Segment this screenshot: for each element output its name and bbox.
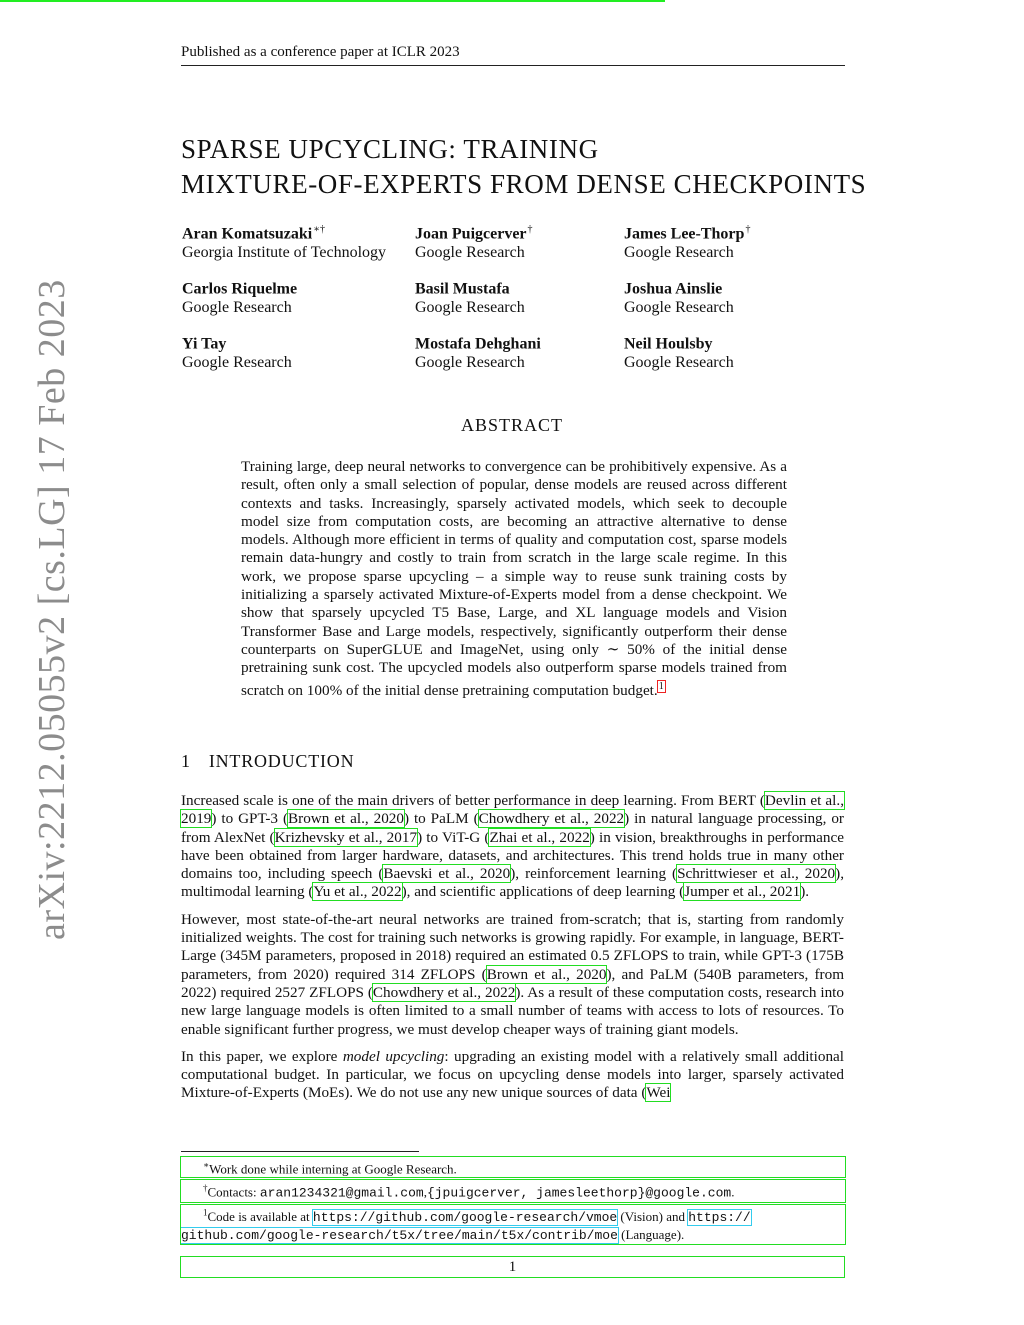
text-run: ) to ViT-G (	[417, 828, 490, 846]
citation-link[interactable]: Brown et al., 2020	[288, 810, 404, 828]
author-affiliation: Google Research	[624, 354, 734, 372]
footnote-text: (Language).	[617, 1226, 685, 1242]
text-run: ), multimodal learning (	[181, 865, 844, 901]
citation-link[interactable]: Schrittwieser et al., 2020	[677, 865, 836, 883]
author-affiliation: Google Research	[415, 354, 525, 372]
emphasis: model upcycling	[342, 1047, 445, 1065]
author-name: Neil Houlsby	[624, 335, 713, 353]
text-run: However, most state-of-the-art neural networks are trained from-scratch; that is, starting from randomly initialized weights. The cost for training such networks is growing rapidly. For example, in language, BERT-Large (345M parameters, proposed in 2018) required an estimated 0.5 ZFLOPS to train, while GPT-3 (175B parameters, from 2020) required 314 ZFLOPS (	[181, 910, 844, 983]
footnote-2	[180, 1179, 846, 1202]
citation-link[interactable]: Chowdhery et al., 2022	[372, 983, 516, 1001]
footnote-text: Work done while interning at Google Research.	[209, 1161, 457, 1177]
text-run: Increased scale is one of the main drivers of better performance in deep learning. From BERT (	[181, 792, 765, 809]
footnote-ref-1[interactable]: 1	[658, 680, 664, 692]
citation-link[interactable]: Baevski et al., 2020	[383, 865, 511, 883]
author-mark: †	[527, 224, 533, 235]
author-affiliation: Google Research	[624, 299, 734, 317]
url-link-vision[interactable]: https://github.com/google-research/vmoe	[312, 1209, 618, 1225]
author-3	[624, 220, 859, 262]
abstract-body	[241, 458, 787, 700]
page-number: 1	[180, 1256, 845, 1278]
author-affiliation: Google Research	[415, 299, 525, 317]
arxiv-sidebar-stamp: arXiv:2212.05055v2 [cs.LG] 17 Feb 2023	[31, 279, 73, 940]
citation-link[interactable]: Zhai et al., 2022	[489, 828, 590, 846]
author-name: James Lee-Thorp	[624, 225, 745, 243]
citation-link[interactable]: Yu et al., 2022	[313, 883, 402, 901]
text-run: ) to GPT-3 (	[211, 810, 288, 828]
footnote-text: .	[731, 1184, 735, 1200]
author-affiliation: Google Research	[182, 299, 292, 317]
running-header: Published as a conference paper at ICLR 2023	[181, 44, 845, 66]
section-number: 1	[181, 751, 191, 771]
footnote-text: Contacts:	[207, 1184, 260, 1200]
citation-link[interactable]: Jumper et al., 2021	[684, 883, 801, 901]
title-line-1: SPARSE UPCYCLING: TRAINING	[181, 134, 599, 164]
author-2	[415, 220, 650, 262]
top-highlight-line	[0, 0, 665, 2]
footnote-text: (Vision) and	[617, 1208, 689, 1224]
author-affiliation: Google Research	[624, 244, 734, 262]
author-7	[182, 330, 417, 372]
author-affiliation: Google Research	[415, 244, 525, 262]
footnote-mark: †	[203, 1183, 208, 1194]
email-link[interactable]: {jpuigcerver, jamesleethorp}@google.com	[426, 1185, 732, 1201]
author-8	[415, 330, 650, 372]
citation-link[interactable]: Brown et al., 2020	[486, 965, 607, 983]
citation-link[interactable]: Krizhevsky et al., 2017	[274, 828, 418, 846]
author-mark: †	[745, 224, 751, 235]
section-title: INTRODUCTION	[208, 751, 355, 771]
text-run: ), and PaLM (540B parameters, from 2022) required 2527 ZFLOPS (	[181, 965, 845, 1001]
citation-link[interactable]: Chowdhery et al., 2022	[478, 810, 625, 828]
citation-link[interactable]: Devlin et al., 2019	[181, 792, 844, 828]
text-run: : upgrading an existing model with a relatively small additional computational budget. In particular, we focus on upcycling dense models into larger, sparsely activated Mixture-of-Experts (MoEs). We do not use any new unique sources of data (	[181, 1047, 844, 1102]
footnote-text: Code is available at	[207, 1208, 313, 1224]
citation-link[interactable]: Wei	[646, 1084, 671, 1102]
footnotes	[180, 1156, 846, 1246]
title-line-2: MIXTURE-OF-EXPERTS FROM DENSE CHECKPOINTS	[181, 169, 867, 199]
section-heading-introduction	[181, 751, 354, 772]
paragraph-3	[181, 1048, 844, 1103]
author-affiliation: Google Research	[182, 354, 292, 372]
paragraph-1	[181, 792, 844, 902]
author-4	[182, 275, 417, 317]
text-run: ). As a result of these computation costs, research into new large language models is often limited to a small number of teams with access to lots of resources. To enable significant further progress, we must develop cheaper ways of training giant models.	[181, 983, 844, 1038]
abstract-heading: ABSTRACT	[460, 415, 564, 435]
url-link-language[interactable]: https://	[688, 1209, 751, 1225]
author-name: Joshua Ainslie	[624, 280, 723, 298]
text-run: ), reinforcement learning (	[510, 865, 678, 883]
author-name: Basil Mustafa	[415, 280, 510, 298]
paragraph-2	[181, 911, 844, 1039]
author-1	[182, 220, 417, 262]
author-mark: ∗†	[313, 224, 326, 235]
author-affiliation: Georgia Institute of Technology	[182, 244, 387, 262]
author-name: Yi Tay	[182, 335, 227, 353]
author-9	[624, 330, 859, 372]
text-run: ) in natural language processing, or from AlexNet (	[181, 810, 844, 846]
footnote-mark: 1	[203, 1207, 208, 1218]
text-run: In this paper, we explore	[181, 1047, 343, 1065]
text-run: ) in vision, breakthroughs in performance have been obtained from larger hardware, datasets, and architectures. This trend holds true in many other domains too, including speech (	[181, 828, 844, 883]
text-run: ).	[800, 883, 810, 901]
author-name: Aran Komatsuzaki	[182, 225, 313, 243]
footnote-3	[180, 1204, 846, 1245]
abstract-text: Training large, deep neural networks to convergence can be prohibitively expensive. As a result, often only a small selection of popular, dense models are reused across different contexts and tasks. Increasingly, sparsely activated models, which seek to decouple model size from computation costs, are becoming an attractive alternative to dense models. Although more efficient in terms of quality and computation cost, sparse models remain data-hungry and costly to train from scratch in the large scale regime. In this work, we propose sparse upcycling – a simple way to reuse sunk training costs by initializing a sparsely activated Mixture-of-Experts model from a dense checkpoint. We show that sparsely upcycled T5 Base, Large, and XL language models and Vision Transformer Base and Large models, respectively, significantly outperform their dense counterparts on SuperGLUE and ImageNet, using only ∼ 50% of the initial dense pretraining sunk cost. The upcycled models also outperform sparse models trained from scratch on 100% of the initial dense pretraining computation budget.	[241, 458, 787, 699]
author-name: Mostafa Dehghani	[415, 335, 541, 353]
email-link[interactable]: aran1234321@gmail.com	[259, 1185, 424, 1201]
url-link-language-cont[interactable]: github.com/google-research/t5x/tree/main/t5x/contrib/moe	[181, 1227, 618, 1243]
author-name: Joan Puigcerver	[415, 225, 527, 243]
footnote-text: ,	[423, 1184, 427, 1200]
text-run: ) to PaLM (	[403, 810, 479, 828]
footnote-mark: ∗	[203, 1160, 210, 1170]
author-6	[624, 275, 859, 317]
introduction-body	[181, 792, 844, 1112]
paper-title	[181, 132, 881, 202]
author-5	[415, 275, 650, 317]
text-run: ), and scientific applications of deep learning (	[401, 883, 685, 901]
footnote-rule	[181, 1151, 419, 1152]
footnote-1	[180, 1156, 846, 1178]
author-name: Carlos Riquelme	[182, 280, 298, 298]
